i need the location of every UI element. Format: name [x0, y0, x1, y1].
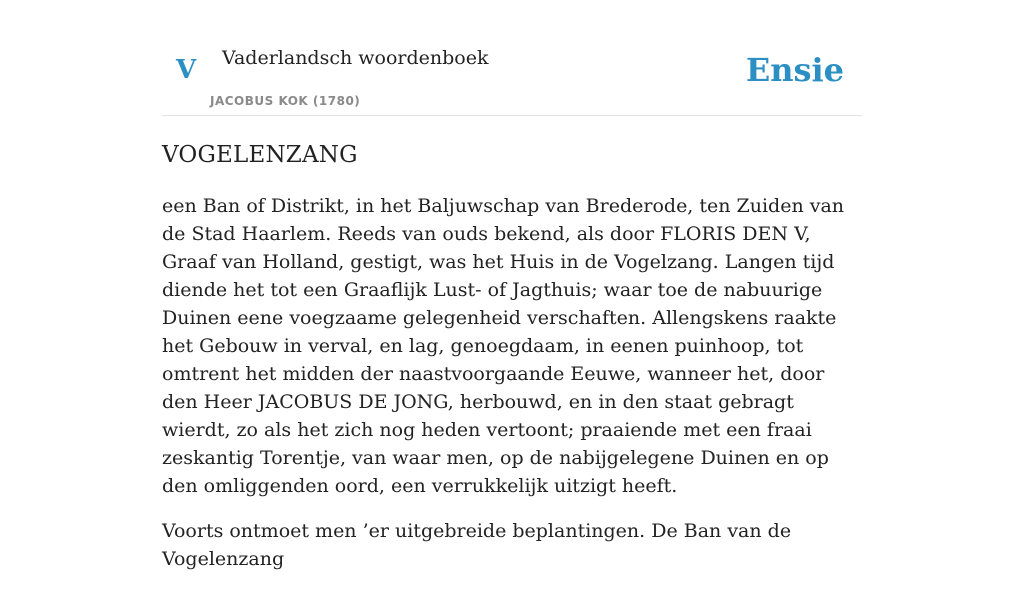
- dictionary-header: [162, 0, 862, 116]
- brand-logo[interactable]: Ensie: [745, 51, 844, 89]
- entry-body: [162, 192, 862, 590]
- entry-headword: VOGELENZANG: [162, 142, 358, 168]
- dictionary-author: JACOBUS KOK (1780): [210, 94, 361, 108]
- entry-paragraph: Voorts ontmoet men ’er uitgebreide beplantingen. De Ban van de Vogelenzang: [162, 520, 792, 570]
- page-container: [162, 0, 862, 570]
- letter-index-link[interactable]: V: [176, 55, 197, 85]
- dictionary-title[interactable]: Vaderlandsch woordenboek: [222, 47, 489, 69]
- entry-paragraph: een Ban of Distrikt, in het Baljuwschap van Brederode, ten Zuiden van de Stad Haarlem. Reeds van ouds bekend, als door FLORIS DEN V, Graaf van Holland, gestigt, was het Huis in de Vogelzang. Langen tijd diende het tot een Graaflijk Lust- of Jagthuis; waar toe de nabuurige Duinen eene voegzaame gelegenheid verschaften. Allengskens raakte het Gebouw in verval, en lag, genoegdaam, in eenen puinhoop, tot omtrent het midden der naastvoorgaande Eeuwe, wanneer het, door den Heer JACOBUS DE JONG, herbouwd, en in den staat gebragt wierdt, zo als het zich nog heden vertoont; praaiende met een fraai zeskantig Torentje, van waar men, op de nabijgelegene Duinen en op den omliggenden oord, een verrukkelijk uitzigt heeft.: [162, 195, 845, 497]
